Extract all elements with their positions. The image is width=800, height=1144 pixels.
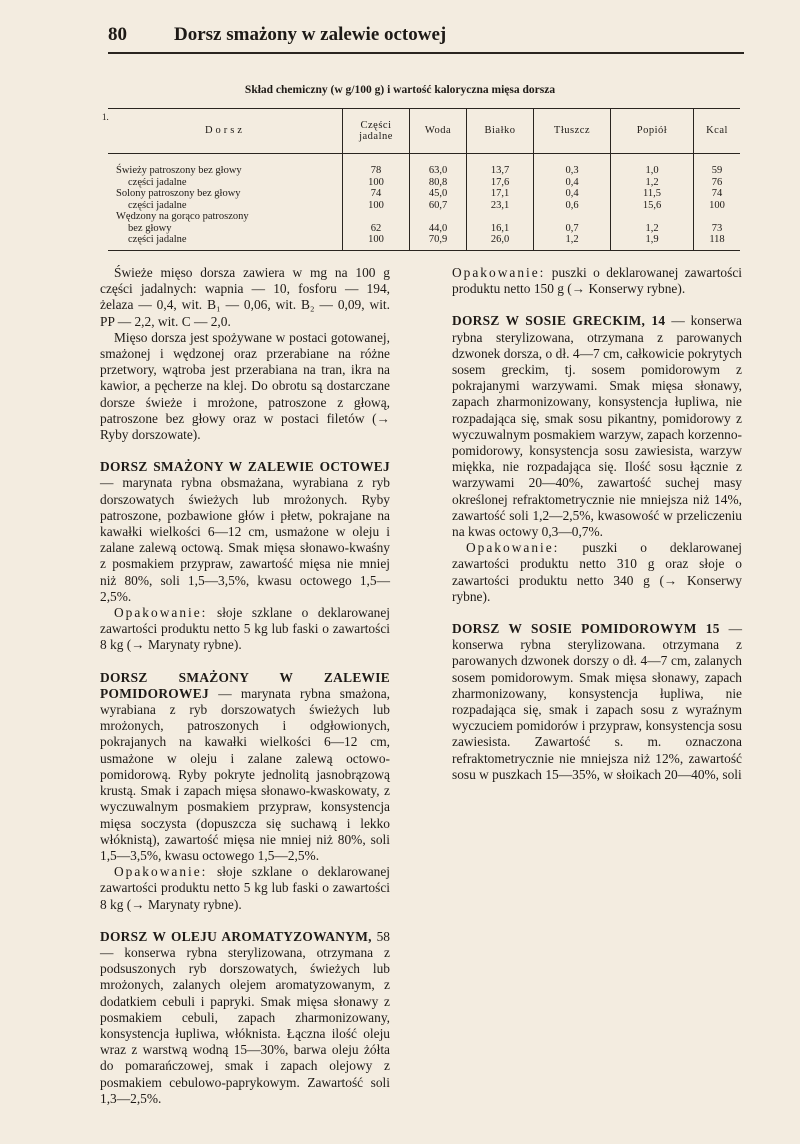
table-cell — [343, 211, 410, 223]
table-cell: 78 — [343, 154, 410, 177]
table-cell: 0,7 — [534, 223, 611, 235]
composition-table — [108, 108, 740, 251]
column-header: Kcal — [694, 109, 741, 154]
table-cell: 26,0 — [467, 234, 534, 250]
table-cell: 17,1 — [467, 188, 534, 200]
table-cell: 73 — [694, 223, 741, 235]
intro-paragraph: Świeże mięso dorsza zawiera w mg na 100 g części jadalnych: wapnia — 10, fosforu — 194, żelaza — 0,4, wit. B₁ — 0,06, wit. B₂ — 0,09, wit. PP — 2,2, wit. C — 2,0. — [100, 265, 390, 329]
table-cell: 1,2 — [611, 177, 694, 189]
entry-body: — konserwa rybna sterylizowana, otrzymana z parowanych dzwonek dorsza, o dł. 4—7 cm, całkowicie pokrytych sosem greckim, tj. sosem pomidorowym z pokrajanymi warzywami. Smak mięsa słonawy, zapach zharmonizowany, konsystencja łupliwa, nie rozpadająca się, smak sosu pikantny, pomidorowy z wyczuwalnym posmakiem warzyw, zapach korzenno-pomidorowy, konsystencja sosu zawiesista, warzyw miękka, nie rozpadająca się. Ilość sosu łącznie z warzywami 20—40%, zawartość suchej masy określonej refraktometrycznie nie mniejsza niż 14%, zawartość soli 1,2—2,5%, kwasowość w przeliczeniu na kwas octowy 0,3—0,7%. — [452, 313, 742, 540]
table-cell: 15,6 — [611, 200, 694, 212]
table-cell: 1,2 — [611, 223, 694, 235]
table-cell: 60,7 — [410, 200, 467, 212]
table-cell: 100 — [343, 177, 410, 189]
entry-title: DORSZ SMAŻONY W ZALEWIE POMIDOROWEJ — [100, 669, 390, 701]
table-cell: 59 — [694, 154, 741, 177]
table-cell — [611, 211, 694, 223]
row-label: części jadalne — [128, 199, 187, 211]
row-label: bez głowy — [128, 222, 172, 234]
packaging-note — [100, 864, 390, 913]
page-number: 80 — [108, 24, 127, 45]
intro-paragraph: Mięso dorsza jest spożywane w postaci gotowanej, smażonej i wędzonej oraz przerabiane na różne przetwory, wątroba jest przerabiana na tran, ikra na kawior, a pęcherze na klej. Do obrotu są dostarczane dorsze świeże i mrożone, patroszone z głową, patroszone bez głowy oraz w postaci filetów (→ Ryby dorszowate). — [100, 329, 390, 443]
table-row — [108, 211, 740, 223]
table-cell: 0,6 — [534, 200, 611, 212]
table-cell: 100 — [343, 234, 410, 250]
table-cell: 1,9 — [611, 234, 694, 250]
entry-body: — marynata rybna smażona, wyrabiana z ryb dorszowatych świeżych lub mrożonych, patroszonych i odgłowionych, pokrajanych na kawałki wielkości 6—12 cm, usmażone w oleju i zalane zalewą octowo-pomidorową. Ryby pokryte jednolitą jasnobrązową krustą. Smak i zapach mięsa słonawo-kwaskowaty, z wyczuwalnym posmakiem przypraw, konsystencja mięsa soczysta (dopuszcza się suchawą i lekko włóknistą), zawartość mięsa nie mniej niż 80%, soli 1,5—3,5%, kwasu octowego 1,5—2,5%. — [100, 685, 390, 863]
entry-title: DORSZ W OLEJU AROMATYZOWANYM, — [100, 928, 372, 944]
table-cell: 0,4 — [534, 177, 611, 189]
row-label: części jadalne — [128, 176, 187, 188]
table-cell: 80,8 — [410, 177, 467, 189]
entry-title: DORSZ SMAŻONY W ZALEWIE OCTOWEJ — [100, 459, 390, 475]
column-header: Tłuszcz — [534, 109, 611, 154]
entry-body: — konserwa rybna sterylizowana. otrzymana z parowanych dzwonek dorszy o dł. 4—7 cm, zalanych sosem pomidorowym. Smak mięsa słonawy, zapach zharmonizowany, konsystencja łupliwa, nie rozpadająca się, smak i zapach sosu z wyraźnym wyczuciem pomidorów i przypraw, konsystencja sosu zawiesista. Zawartość s. m. oznaczona refraktometrycznie nie mniejsza niż 12%, zawartość sosu w puszkach 15—35%, w słoikach 20—40%, soli — [452, 621, 742, 782]
entry-body: — marynata rybna obsmażana, wyrabiana z ryb dorszowatych świeżych lub mrożonych. Ryby patroszone, pozbawione głów i płetw, pokrajane na kawałki wielkości 6—12 cm, usmażone w oleju i zalane zalewą octową. Smak mięsa słonawo-kwaśny z posmakiem przypraw, zawartość mięsa nie mniej niż 80%, soli 1,5—3,5%, kwasu octowego 1,5—2,5%. — [100, 475, 390, 604]
entry-sos-grecki — [452, 313, 742, 540]
packaging-text: puszki o deklarowanej zawartości produktu netto 310 g oraz słoje o zawartości produktu netto 340 g (→ Konserwy rybne). — [452, 540, 742, 604]
packaging-note — [100, 605, 390, 654]
column-header: Części jadalne — [343, 109, 410, 154]
table-cell: 100 — [694, 200, 741, 212]
table-row — [108, 177, 740, 189]
column-header: Woda — [410, 109, 467, 154]
right-column — [452, 265, 742, 783]
table-cell — [534, 211, 611, 223]
entry-sos-pomidorowy — [452, 621, 742, 783]
table-row — [108, 223, 740, 235]
table-cell: 63,0 — [410, 154, 467, 177]
table-cell: 1,0 — [611, 154, 694, 177]
table-cell: 11,5 — [611, 188, 694, 200]
entry-body: 58 — konserwa rybna sterylizowana, otrzymana z podsuszonych ryb dorszowatych, świeżych lub mrożonych, zalanych olejem aromatyzowanym, z dodatkiem cebuli i papryki. Smak mięsa słonawy z posmakiem cebuli, zapach zharmonizowany, konsystencja łupliwa, włóknista. Łączna ilość oleju wraz z warstwą wodną 15—30%, barwa oleju żółta do pomarańczowej, smak i zapach olejowy z posmakiem cebulowo-paprykowym. Zawartość soli 1,3—2,5%. — [100, 928, 390, 1106]
table-cell: 62 — [343, 223, 410, 235]
table-cell: 17,6 — [467, 177, 534, 189]
entry-title: DORSZ W SOSIE GRECKIM, 14 — [452, 313, 666, 329]
packaging-label: Opakowanie: — [114, 605, 208, 621]
packaging-text: puszki o deklarowanej zawartości produktu netto 150 g (→ Konserwy rybne). — [452, 265, 742, 297]
table-cell: 76 — [694, 177, 741, 189]
table-cell — [467, 211, 534, 223]
packaging-label: Opakowanie: — [114, 864, 208, 880]
table-caption: Skład chemiczny (w g/100 g) i wartość kaloryczna mięsa dorsza — [244, 84, 556, 96]
table-cell: 70,9 — [410, 234, 467, 250]
table-header-row — [108, 109, 740, 154]
column-header: Dorsz — [108, 109, 343, 154]
entry-smazony-pomidorowy — [100, 670, 390, 864]
table-row — [108, 200, 740, 212]
table-cell: 1,2 — [534, 234, 611, 250]
table-cell: 0,4 — [534, 188, 611, 200]
table-cell: 0,3 — [534, 154, 611, 177]
packaging-note — [452, 540, 742, 605]
row-label: Wędzony na gorąco patroszony — [116, 211, 249, 222]
page-header — [108, 22, 744, 54]
table-cell: 13,7 — [467, 154, 534, 177]
row-label: części jadalne — [108, 234, 343, 250]
table-cell: 100 — [343, 200, 410, 212]
table-cell: 44,0 — [410, 223, 467, 235]
packaging-text: słoje szklane o deklarowanej zawartości produktu netto 5 kg lub faski o zawartości 8 kg (→ Marynaty rybne). — [100, 864, 390, 912]
entry-title: DORSZ W SOSIE POMIDOROWYM 15 — [452, 621, 720, 637]
table-cell — [410, 211, 467, 223]
table-cell: 16,1 — [467, 223, 534, 235]
entry-olej-aromatyzowany — [100, 929, 390, 1107]
table-corner-mark: 1. — [102, 112, 109, 122]
column-header: Popiół — [611, 109, 694, 154]
column-header: Białko — [467, 109, 534, 154]
table-cell: 45,0 — [410, 188, 467, 200]
table-row — [108, 154, 740, 177]
left-column — [100, 265, 390, 1107]
packaging-note — [452, 265, 742, 297]
table-cell: 23,1 — [467, 200, 534, 212]
row-label: Solony patroszony bez głowy — [116, 188, 241, 199]
running-title: Dorsz smażony w zalewie octowej — [174, 24, 447, 45]
table-cell — [694, 211, 741, 223]
packaging-label: Opakowanie: — [466, 540, 560, 556]
table-row — [108, 188, 740, 200]
table-cell: 74 — [343, 188, 410, 200]
packaging-label: Opakowanie: — [452, 265, 546, 280]
table-row — [108, 234, 740, 250]
table-cell: 74 — [694, 188, 741, 200]
entry-smazony-octowy — [100, 459, 390, 605]
table-cell: 118 — [694, 234, 741, 250]
row-label: Świeży patroszony bez głowy — [116, 165, 242, 176]
packaging-text: słoje szklane o deklarowanej zawartości produktu netto 5 kg lub faski o zawartości 8 kg (→ Marynaty rybne). — [100, 605, 390, 653]
